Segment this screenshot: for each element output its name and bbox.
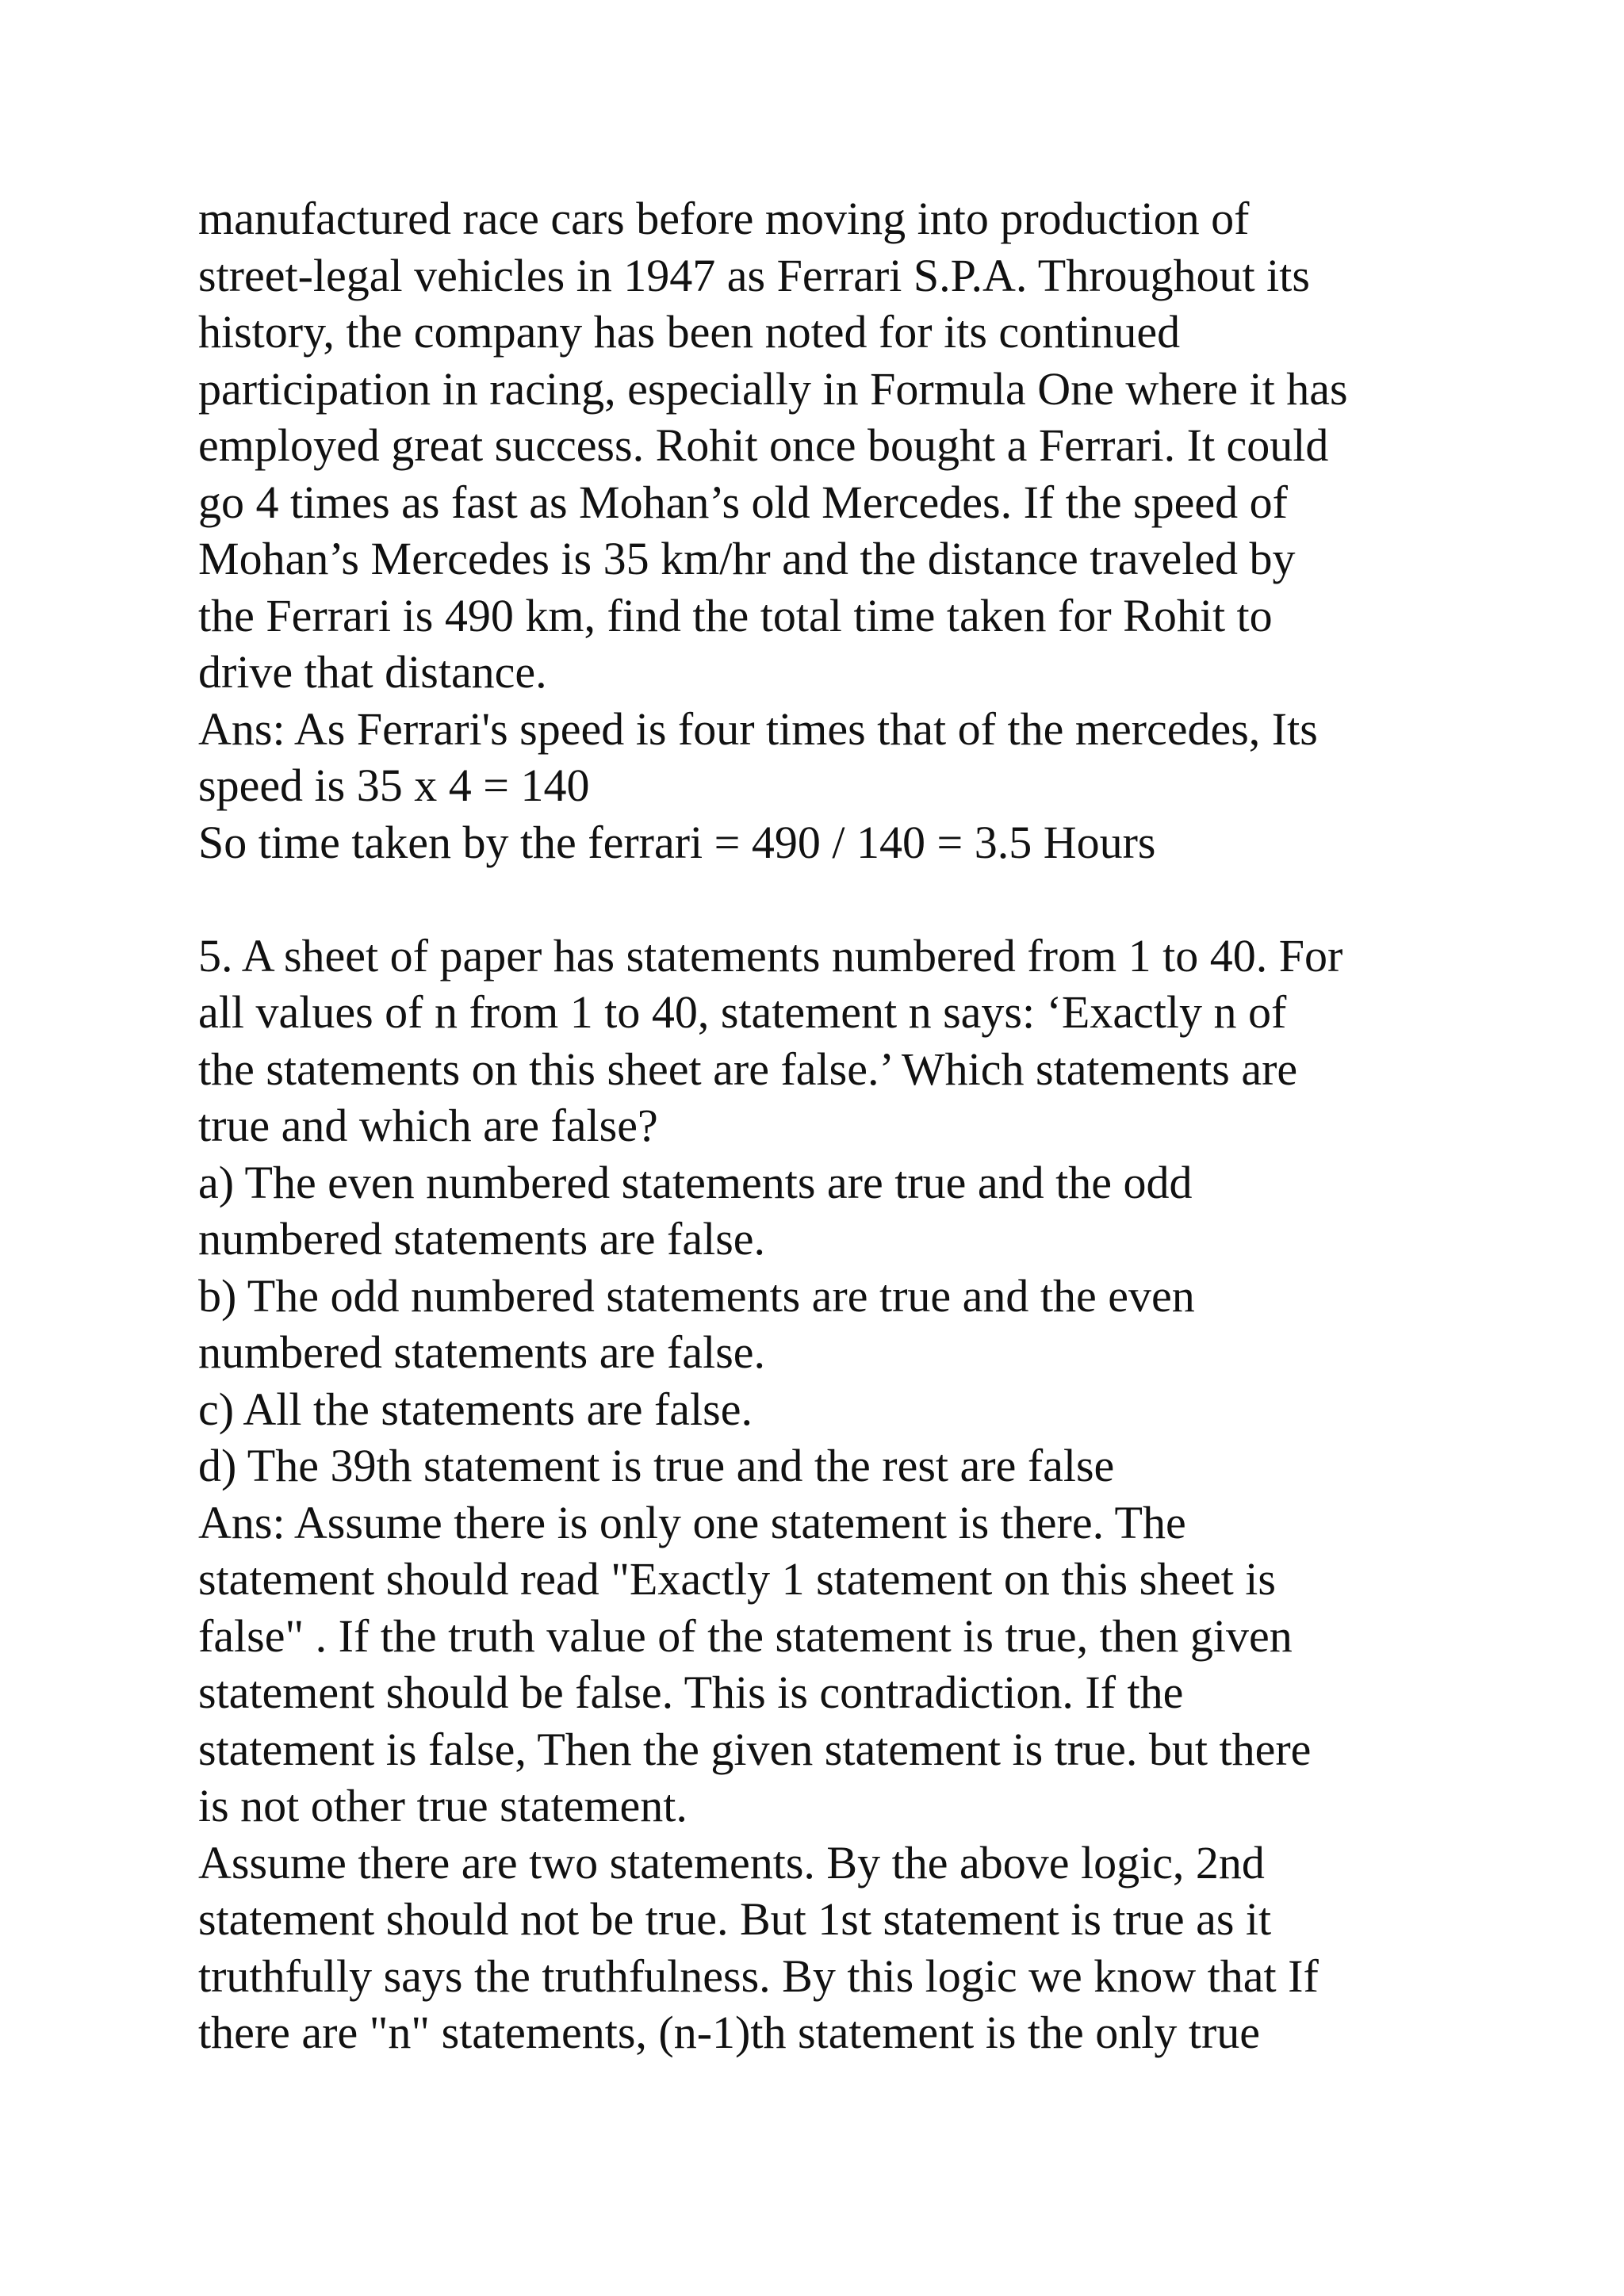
paragraph-ferrari-problem <box>198 190 1467 871</box>
text-line: drive that distance. <box>198 646 547 698</box>
answer-line: statement should read "Exactly 1 statement on this sheet is <box>198 1553 1276 1605</box>
text-line: street-legal vehicles in 1947 as Ferrari S.P.A. Throughout its <box>198 249 1310 301</box>
option-c: c) All the statements are false. <box>198 1383 753 1435</box>
option-b: numbered statements are false. <box>198 1326 766 1378</box>
text-line: go 4 times as fast as Mohan’s old Mercedes. If the speed of <box>198 476 1288 528</box>
answer-line: speed is 35 x 4 = 140 <box>198 760 590 811</box>
text-line: participation in racing, especially in Formula One where it has <box>198 362 1348 415</box>
option-d: d) The 39th statement is true and the rest are false <box>198 1440 1115 1491</box>
answer-line: Assume there are two statements. By the above logic, 2nd <box>198 1836 1265 1888</box>
text-line: Mohan’s Mercedes is 35 km/hr and the distance traveled by <box>198 533 1296 584</box>
option-a: a) The even numbered statements are true and the odd <box>198 1156 1193 1208</box>
option-b: b) The odd numbered statements are true and the even <box>198 1269 1195 1322</box>
answer-line: statement should not be true. But 1st statement is true as it <box>198 1893 1272 1945</box>
text-line: employed great success. Rohit once bought a Ferrari. It could <box>198 419 1329 471</box>
answer-line: So time taken by the ferrari = 490 / 140 = 3.5 Hours <box>198 816 1156 868</box>
question-line: all values of n from 1 to 40, statement n says: ‘Exactly n of <box>198 986 1287 1038</box>
answer-line: false" . If the truth value of the statement is true, then given <box>198 1609 1293 1662</box>
question-line: 5. A sheet of paper has statements numbered from 1 to 40. For <box>198 929 1343 982</box>
paragraph-gap <box>198 871 1467 928</box>
document-body <box>198 190 1467 2061</box>
text-line: the Ferrari is 490 km, find the total time taken for Rohit to <box>198 589 1273 641</box>
question-5 <box>198 928 1467 2061</box>
question-line: the statements on this sheet are false.’ Which statements are <box>198 1043 1298 1095</box>
question-line: true and which are false? <box>198 1100 658 1151</box>
answer-line: Ans: As Ferrari's speed is four times that of the mercedes, Its <box>198 702 1318 755</box>
answer-line: there are "n" statements, (n-1)th statement is the only true <box>198 2007 1261 2058</box>
answer-line: truthfully says the truthfulness. By this logic we know that If <box>198 1950 1319 2002</box>
answer-line: statement is false, Then the given statement is true. but there <box>198 1723 1312 1775</box>
text-line: history, the company has been noted for its continued <box>198 306 1181 358</box>
option-a: numbered statements are false. <box>198 1213 766 1265</box>
answer-line: is not other true statement. <box>198 1780 688 1831</box>
text-line: manufactured race cars before moving into production of <box>198 193 1250 244</box>
answer-line: Ans: Assume there is only one statement is there. The <box>198 1496 1186 1548</box>
answer-line: statement should be false. This is contradiction. If the <box>198 1667 1184 1718</box>
